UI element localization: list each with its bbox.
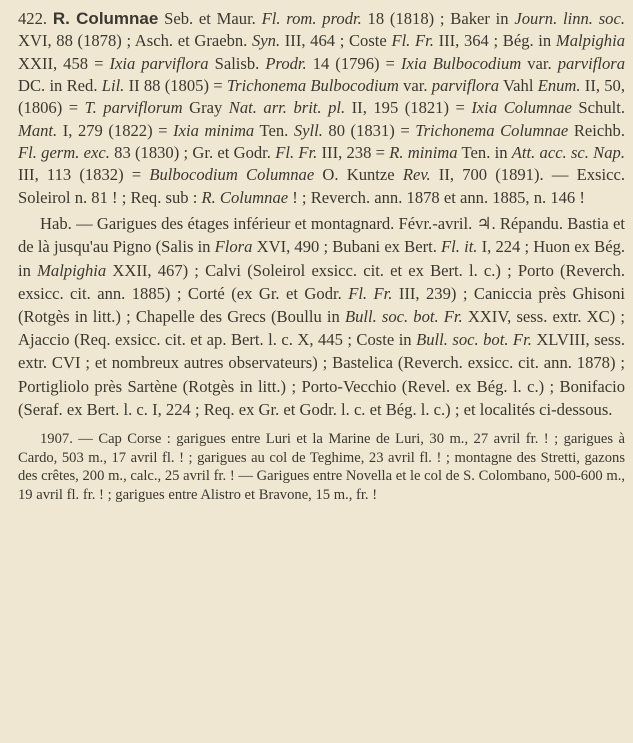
italic-citation: Mant.	[18, 120, 58, 140]
text-segment: 83 (1830) ; Gr. et Godr.	[109, 143, 276, 163]
synonymy-text	[18, 9, 625, 207]
italic-citation: parviflora	[557, 53, 626, 73]
text-segment: Vahl	[499, 76, 538, 96]
text-segment: Ten.	[254, 120, 294, 140]
text-segment: Hab. — Garigues des étages inférieur et montagnard. Févr.-avril. ♃. Répandu. Bastia et de là jusqu'au Pigno (Salis in	[18, 214, 625, 257]
italic-citation: Journ. linn. soc.	[514, 9, 625, 28]
species-name: R. Columnae	[52, 9, 159, 28]
text-segment: III, 464 ; Coste	[280, 31, 392, 51]
italic-citation: Trichonema Columnae	[415, 120, 569, 140]
habitat-paragraph	[18, 212, 625, 421]
text-segment: II, 195 (1821) =	[345, 98, 472, 118]
text-segment: Schult.	[571, 98, 625, 118]
italic-citation: Rev.	[402, 165, 431, 185]
italic-citation: Att. acc. sc. Nap.	[511, 143, 625, 163]
italic-citation: Fl. Fr.	[391, 31, 434, 51]
text-segment: 18 (1818) ; Baker in	[361, 9, 515, 28]
text-segment: ! ; Reverch. ann. 1878 et ann. 1885, n. 146 !	[288, 187, 585, 207]
text-segment: II 88 (1805) =	[124, 76, 227, 96]
italic-citation: Fl. Fr.	[275, 143, 318, 163]
text-segment: Seb. et Maur.	[158, 9, 262, 28]
italic-citation: Enum.	[537, 76, 581, 96]
italic-citation: Ixia minima	[173, 120, 255, 140]
italic-citation: Fl. germ. exc.	[18, 143, 110, 163]
italic-citation: Bulbocodium Columnae	[149, 165, 315, 185]
italic-citation: Fl. it.	[441, 237, 478, 257]
italic-citation: R. Columnae	[201, 187, 289, 207]
species-entry	[18, 8, 625, 209]
text-segment: Gray	[182, 98, 229, 118]
italic-citation: Nat. arr. brit. pl.	[228, 98, 346, 118]
text-segment: III, 239) ; Caniccia près Ghisoni (Rotgès in litt.) ; Chapelle des Grecs (Boullu in	[18, 283, 625, 326]
italic-citation: Fl. rom. prodr.	[261, 9, 362, 28]
italic-citation: Flora	[214, 237, 253, 257]
italic-citation: Malpighia	[37, 260, 107, 280]
text-segment: II, 50, (1806) =	[18, 76, 625, 118]
italic-citation: R. minima	[389, 143, 458, 163]
text-segment: XXIV, sess. extr. XC) ; Ajaccio (Req. exsicc. cit. et ap. Bert. l. c. X, 445 ; Coste in	[18, 306, 625, 350]
text-segment: XVI, 88 (1878) ; Asch. et Graebn.	[18, 31, 252, 51]
text-segment: III, 364 ; Bég. in	[433, 31, 556, 51]
text-segment: 80 (1831) =	[322, 120, 416, 140]
italic-citation: Syn.	[252, 31, 281, 51]
text-segment: I, 279 (1822) =	[57, 120, 174, 140]
entry-number: 422.	[18, 9, 48, 28]
text-segment: Reichb.	[568, 120, 625, 140]
italic-citation: Trichonema Bulbocodium	[226, 76, 399, 96]
italic-citation: T. parviflorum	[84, 98, 183, 118]
text-segment: var.	[398, 76, 432, 96]
italic-citation: Ixia Bulbocodium	[400, 53, 522, 73]
italic-citation: Bull. soc. bot. Fr.	[416, 330, 532, 350]
text-segment: XXII, 458 =	[18, 53, 110, 73]
text-segment: XLVIII, sess. extr. CVI ; et nombreux autres observateurs) ; Bastelica (Reverch. exsicc. cit. ann. 1878) ; Portigliolo près Sartène (Rotgès in litt.) ; Porto-Vecchio (Revel. ex Bég. l. c.) ; Bonifacio (Seraf. ex Bert. l. c. I, 224 ; Req. ex Gr. et Godr. l. c. et Bég. l. c.) ; et localités ci-dessous.	[18, 330, 625, 419]
text-segment: I, 224 ; Huon ex Bég. in	[18, 237, 626, 280]
text-segment: O. Kuntze	[314, 165, 403, 185]
text-segment: III, 238 =	[317, 143, 390, 163]
italic-citation: Bull. soc. bot. Fr.	[344, 306, 463, 326]
italic-citation: Malpighia	[555, 31, 626, 51]
text-segment: Ten. in	[457, 143, 512, 163]
italic-citation: Lil.	[101, 76, 125, 96]
italic-citation: Ixia Columnae	[471, 98, 572, 118]
text-segment: III, 113 (1832) =	[18, 165, 150, 185]
text-segment: 14 (1796) =	[306, 53, 401, 73]
observations-paragraph: 1907. — Cap Corse : garigues entre Luri et la Marine de Luri, 30 m., 27 avril fr. ! ; garigues à Cardo, 503 m., 17 avril fl. ! ; garigues au col de Teghime, 23 avril fl. ! ; montagne des Stretti, gazons des crêtes, 200 m., calc., 25 avril fr. ! — Garigues entre Novella et le col de S. Colombano, 500-600 m., 19 avril fl. fr. ! ; garigues entre Alistro et Bravone, 15 m., fr. !	[18, 430, 625, 503]
italic-citation: Prodr.	[265, 53, 307, 73]
text-segment: DC. in Red.	[18, 76, 102, 96]
text-segment: Salisb.	[208, 53, 266, 73]
text-segment: XXII, 467) ; Calvi (Soleirol exsicc. cit. et ex Bert. l. c.) ; Porto (Reverch. exsicc. cit. ann. 1885) ; Corté (ex Gr. et Godr.	[18, 260, 625, 303]
text-segment: var.	[521, 53, 558, 73]
text-segment: II, 700 (1891). — Exsicc. Soleirol n. 81 ! ; Req. sub :	[18, 165, 625, 207]
text-segment: XVI, 490 ; Bubani ex Bert.	[252, 237, 442, 257]
italic-citation: Fl. Fr.	[348, 283, 393, 303]
italic-citation: parviflora	[431, 76, 500, 96]
italic-citation: Ixia parviflora	[109, 53, 209, 73]
italic-citation: Syll.	[293, 120, 323, 140]
